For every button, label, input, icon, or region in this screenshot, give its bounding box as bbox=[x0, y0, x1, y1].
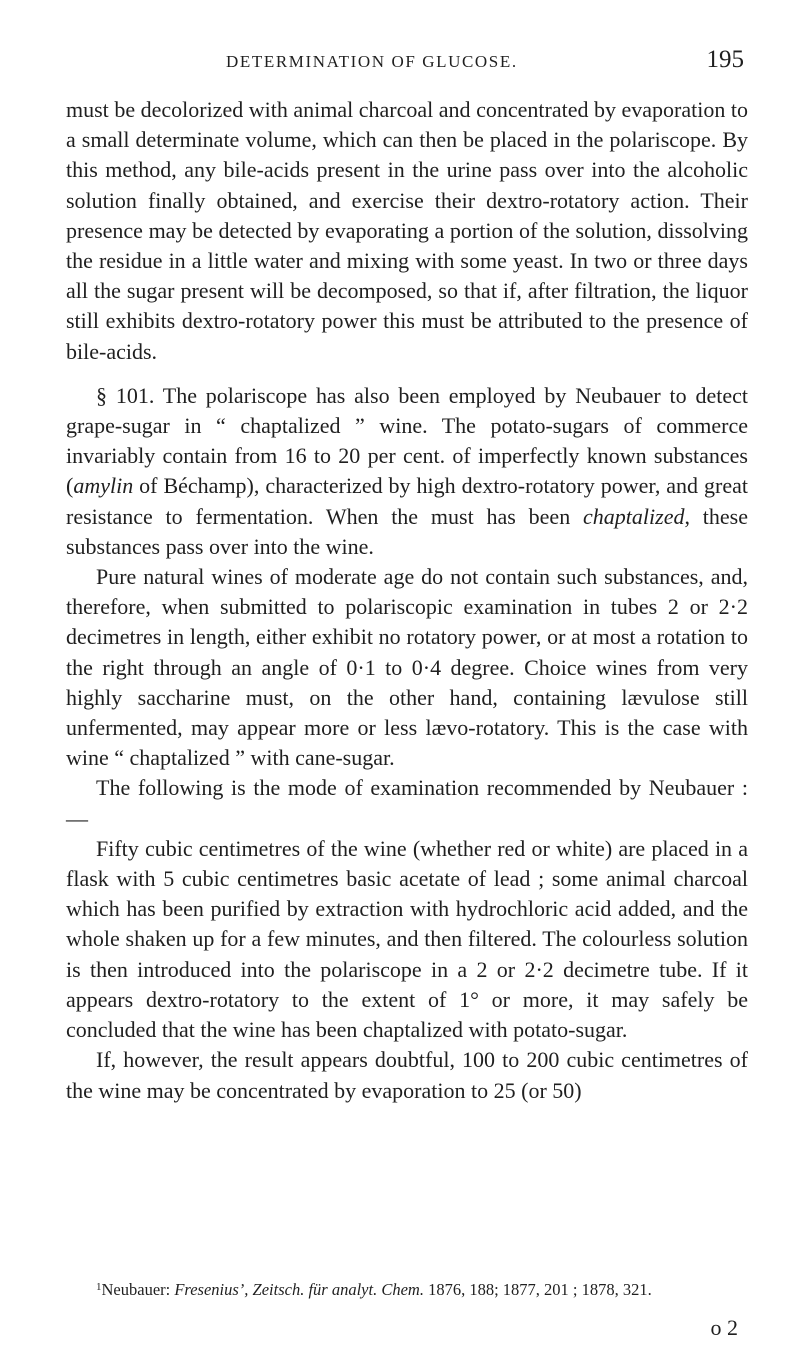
paragraph-1: must be decolorized with animal charcoal and concentrated by evaporation to a small determinate volume, which can then be placed in the polariscope. By this method, any bile-acids present in the urine pass over into the alcoholic solution finally obtained, and exercise their dextro-rotatory action. Their presence may be detected by evaporating a portion of the solution, dissolving the residue in a little water and mixing with some yeast. In two or three days all the sugar present will be decomposed, so that if, after filtration, the liquor still exhibits dextro-rotatory power this must be attributed to the presence of bile-acids. bbox=[66, 97, 748, 364]
paragraph-2-part-a: § 101. The polariscope has also been employed by Neubauer to detect grape-sugar in “ chaptalized ” wine. The potato-sugars of commerce invariably contain from 16 to 20 per cent. of imperfectly known substances ( bbox=[66, 382, 748, 499]
paragraph-5: Fifty cubic centimetres of the wine (whether red or white) are placed in a flask with 5 cubic centimetres basic acetate of lead ; some animal charcoal which has been purified by extraction with hydrochloric acid added, and the whole shaken up for a few minutes, and then filtered. The colourless solution is then introduced into the polariscope in a 2 or 2·2 decimetre tube. If it appears dextro-rotatory to the extent of 1° or more, it may safely be concluded that the wine has been chaptalized with potato-sugar. bbox=[66, 835, 748, 1043]
signature-mark: o 2 bbox=[710, 1315, 738, 1340]
footnote-marker: 1 bbox=[96, 1281, 102, 1293]
footnote-refs: 1876, 188; 1877, 201 ; 1878, 321. bbox=[423, 1280, 652, 1299]
paragraph-2-amylin: amylin bbox=[73, 473, 134, 499]
paragraph-2-part-c: of Béchamp), characterized by high dextro-rotatory power, and great resistance to fermentation. When the must has been bbox=[66, 473, 748, 529]
paragraph-3: Pure natural wines of moderate age do not contain such substances, and, therefore, when submitted to polariscopic examination in tubes 2 or 2·2 decimetres in length, either exhibit no rotatory power, or at most a rotation to the right through an angle of 0·1 to 0·4 degree. Choice wines from very highly saccharine must, on the other hand, containing lævulose still unfermented, may appear more or less lævo-rotatory. This is the case with wine “ chaptalized ” with cane-sugar. bbox=[66, 564, 748, 771]
footnote bbox=[66, 1276, 748, 1301]
body-text bbox=[66, 95, 748, 1106]
paragraph-4: The following is the mode of examination recommended by Neubauer :— bbox=[66, 775, 748, 831]
paragraph-2-part-e: , these substances pass over into the wine. bbox=[66, 503, 749, 559]
paragraph-6: If, however, the result appears doubtful, 100 to 200 cubic centimetres of the wine may be concentrated by evaporation to 25 (or 50) bbox=[66, 1047, 748, 1103]
page-number: 195 bbox=[706, 46, 744, 73]
footnote-author: Neubauer: bbox=[101, 1280, 175, 1299]
footnote-journal: Fresenius’, Zeitsch. für analyt. Chem. bbox=[174, 1280, 424, 1299]
paragraph-section-101 bbox=[66, 381, 748, 562]
paragraph-2-chaptalized: chaptalized bbox=[583, 503, 685, 529]
page-header bbox=[226, 46, 744, 80]
running-head: DETERMINATION OF GLUCOSE. bbox=[226, 52, 518, 71]
